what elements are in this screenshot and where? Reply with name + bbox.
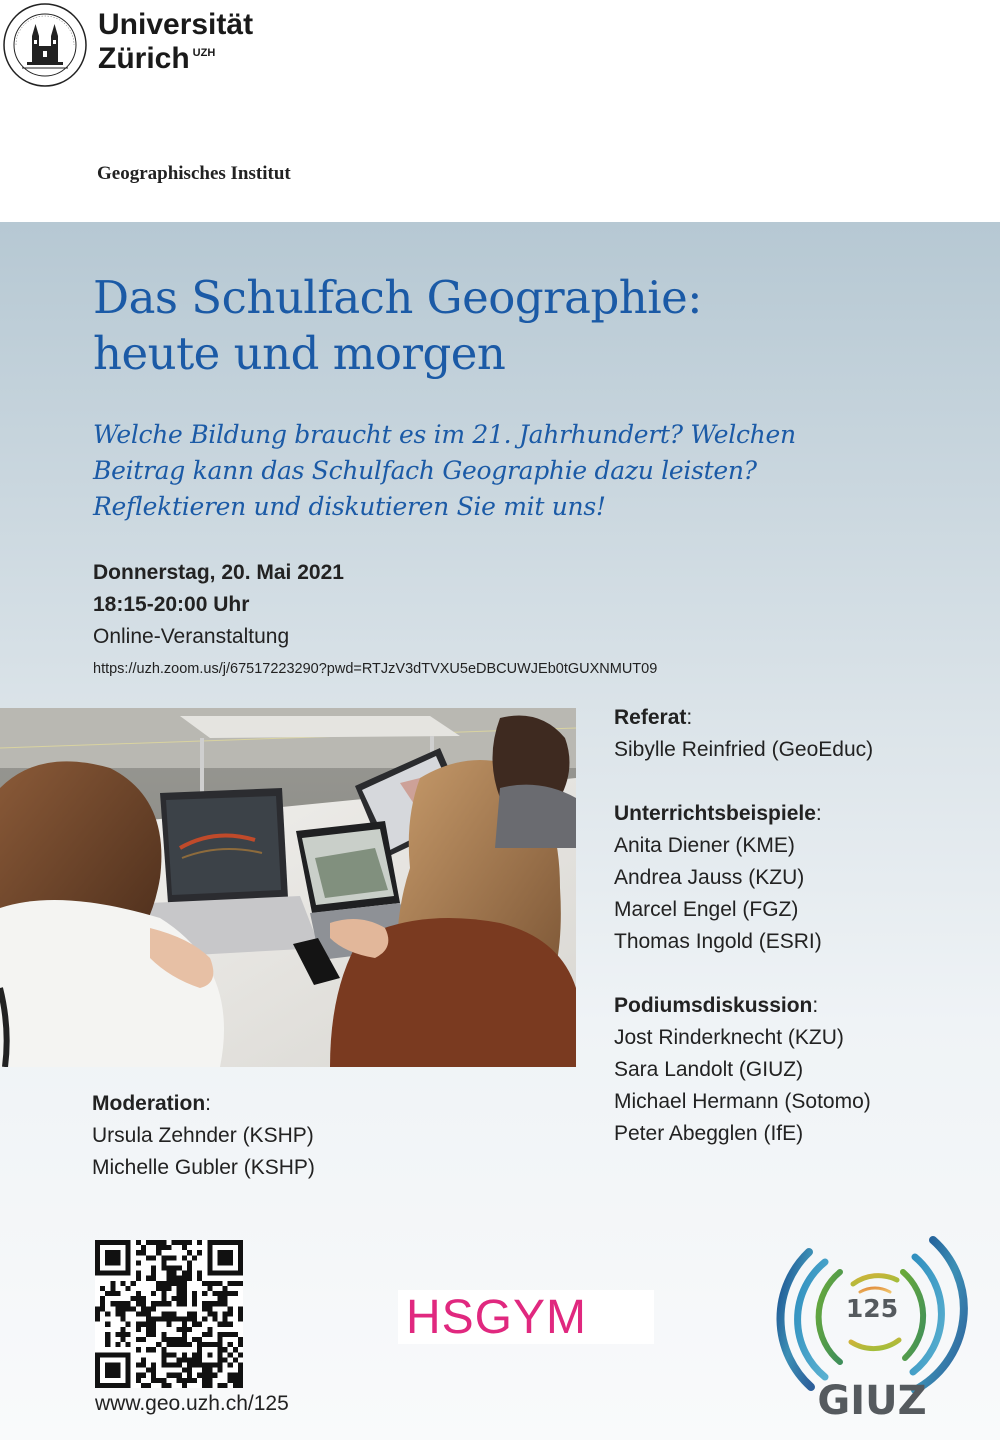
- moderation: Moderation: Ursula Zehnder (KSHP) Michelle Gubler (KSHP): [92, 1088, 315, 1184]
- event-date: Donnerstag, 20. Mai 2021: [93, 561, 344, 584]
- university-line1: Universität: [98, 8, 254, 41]
- podium-person: Peter Abegglen (IfE): [614, 1122, 804, 1145]
- university-name: [98, 8, 253, 76]
- title-line2: heute und morgen: [93, 327, 506, 380]
- podium-person: Sara Landolt (GIUZ): [614, 1058, 804, 1081]
- university-line2: Zürich: [98, 42, 190, 75]
- moderation-heading: Moderation: [92, 1092, 206, 1115]
- lead-text: [93, 417, 796, 525]
- unterricht-person: Thomas Ingold (ESRI): [614, 930, 822, 953]
- moderator: Michelle Gubler (KSHP): [92, 1156, 315, 1179]
- unterricht-person: Andrea Jauss (KZU): [614, 866, 805, 889]
- program-referat: Referat: Sibylle Reinfried (GeoEduc): [614, 702, 873, 766]
- giuz-label: GIUZ: [817, 1378, 927, 1422]
- hsgym-logo-text: HSGYM: [406, 1291, 588, 1344]
- event-details: [93, 557, 657, 683]
- lead-line3: Reflektieren und diskutieren Sie mit uns!: [93, 492, 606, 521]
- referat-heading: Referat: [614, 706, 687, 729]
- university-sup: UZH: [192, 47, 216, 59]
- hsgym-logo: [398, 1290, 654, 1344]
- podium-person: Michael Hermann (Sotomo): [614, 1090, 871, 1113]
- website-url[interactable]: www.geo.uzh.ch/125: [95, 1392, 289, 1415]
- program-podium: Podiumsdiskussion: Jost Rinderknecht (KZU) Sara Landolt (GIUZ) Michael Hermann (Sotomo) Peter Abegglen (IfE): [614, 990, 873, 1150]
- title-line1: Das Schulfach Geographie:: [93, 271, 702, 324]
- podium-heading: Podiumsdiskussion: [614, 994, 813, 1017]
- event-time: 18:15-20:00 Uhr: [93, 593, 250, 616]
- unterricht-person: Anita Diener (KME): [614, 834, 795, 857]
- unterricht-heading: Unterrichtsbeispiele: [614, 802, 816, 825]
- qr-code-icon[interactable]: [95, 1240, 243, 1388]
- program-unterricht: Unterrichtsbeispiele: Anita Diener (KME) Andrea Jauss (KZU) Marcel Engel (FGZ) Thomas Ingold (ESRI): [614, 798, 873, 958]
- referat-speaker: Sibylle Reinfried (GeoEduc): [614, 738, 874, 761]
- institute-name: Geographisches Institut: [97, 163, 291, 184]
- zoom-link[interactable]: https://uzh.zoom.us/j/67517223290?pwd=RTJzV3dTVXU5eDBCUWJEb0tGUXNMUT09: [93, 661, 658, 677]
- lead-line1: Welche Bildung braucht es im 21. Jahrhundert? Welchen: [93, 420, 796, 449]
- giuz-125-logo-icon: [765, 1222, 975, 1422]
- unterricht-person: Marcel Engel (FGZ): [614, 898, 799, 921]
- podium-person: Jost Rinderknecht (KZU): [614, 1026, 844, 1049]
- page-title: [93, 270, 702, 382]
- uzh-seal-icon: [2, 2, 88, 88]
- program: [614, 702, 873, 1182]
- students-laptop-photo: [0, 708, 576, 1067]
- event-venue: Online-Veranstaltung: [93, 625, 290, 648]
- lead-line2: Beitrag kann das Schulfach Geographie dazu leisten?: [93, 456, 757, 485]
- moderator: Ursula Zehnder (KSHP): [92, 1124, 314, 1147]
- giuz-number: 125: [845, 1294, 899, 1323]
